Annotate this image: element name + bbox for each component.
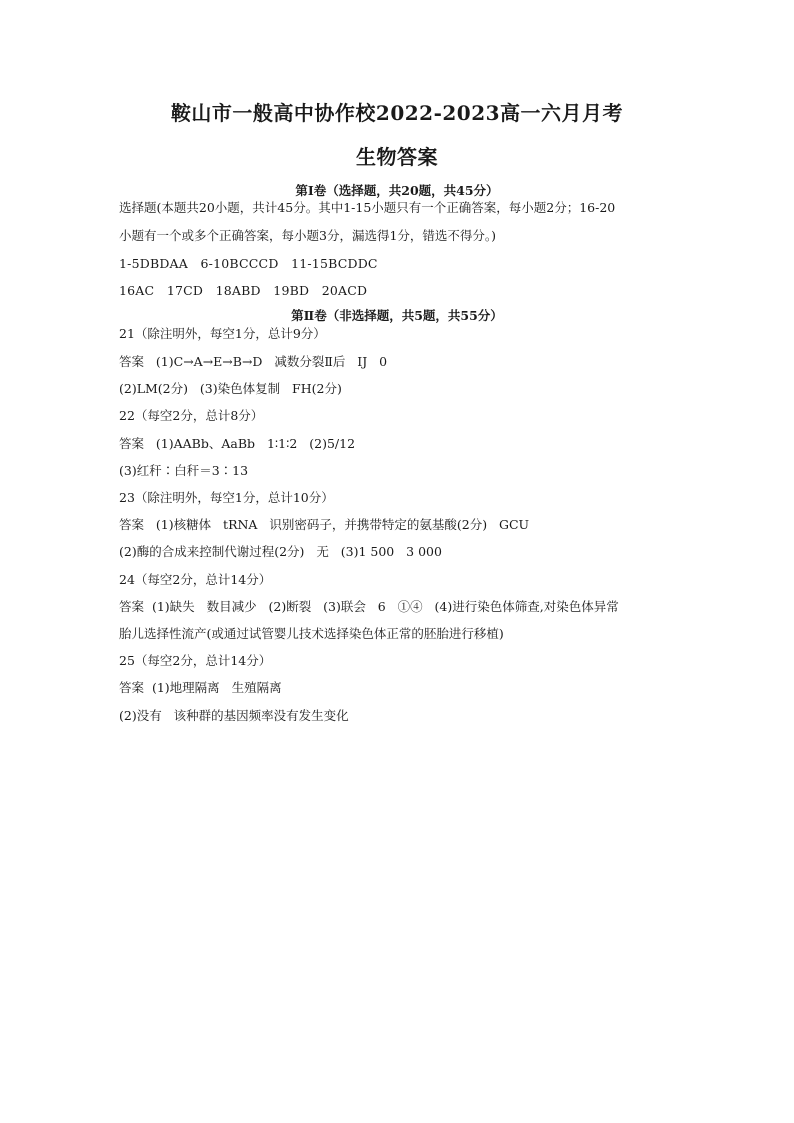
answer-line: 答案 (1)地理隔离 生殖隔离 bbox=[119, 680, 282, 695]
answer-line: 22（每空2分，总计8分） bbox=[119, 408, 264, 423]
answer-line: (2)没有 该种群的基因频率没有发生变化 bbox=[119, 708, 349, 723]
answer-line: 胎儿选择性流产(或通过试管婴儿技术选择染色体正常的胚胎进行移植) bbox=[119, 626, 504, 641]
answer-line: 答案 (1)核糖体 tRNA 识别密码子，并携带特定的氨基酸(2分) GCU bbox=[119, 517, 530, 532]
answer-line: 答案 (1)C→A→E→B→D 减数分裂Ⅱ后 IJ 0 bbox=[119, 354, 388, 369]
document-title: 鞍山市一般高中协作校2022-2023高一六月月考 bbox=[170, 101, 624, 125]
answer-line: 小题有一个或多个正确答案，每小题3分，漏选得1分，错选不得分。) bbox=[119, 228, 497, 243]
answer-line: (2)酶的合成来控制代谢过程(2分) 无 (3)1 500 3 000 bbox=[119, 544, 442, 559]
section-heading-part1: 第Ⅰ卷（选择题，共20题，共45分） bbox=[295, 183, 499, 198]
answer-line: (2)LM(2分) (3)染色体复制 FH(2分) bbox=[119, 381, 342, 396]
document-subtitle: 生物答案 bbox=[356, 145, 438, 169]
answer-line: 答案 (1)AABb、AaBb 1∶1∶2 (2)5/12 bbox=[119, 436, 356, 451]
answer-line: 23（除注明外，每空1分，总计10分） bbox=[119, 490, 334, 505]
section-heading-part2: 第Ⅱ卷（非选择题，共5题，共55分） bbox=[291, 308, 503, 323]
answer-line: 1-5DBDAA 6-10BCCCD 11-15BCDDC bbox=[119, 256, 378, 271]
answer-line: 25（每空2分，总计14分） bbox=[119, 653, 272, 668]
answer-line: 16AC 17CD 18ABD 19BD 20ACD bbox=[119, 283, 368, 298]
answer-line: 21（除注明外，每空1分，总计9分） bbox=[119, 326, 326, 341]
answer-line: 选择题(本题共20小题，共计45分。其中1-15小题只有一个正确答案，每小题2分；16-20 bbox=[119, 200, 616, 215]
answer-line: (3)红秆∶白秆＝3∶13 bbox=[119, 463, 249, 478]
answer-line: 答案 (1)缺失 数目减少 (2)断裂 (3)联会 6 ①④ (4)进行染色体筛查,对染色体异常 bbox=[119, 599, 619, 614]
answer-line: 24（每空2分，总计14分） bbox=[119, 572, 272, 587]
